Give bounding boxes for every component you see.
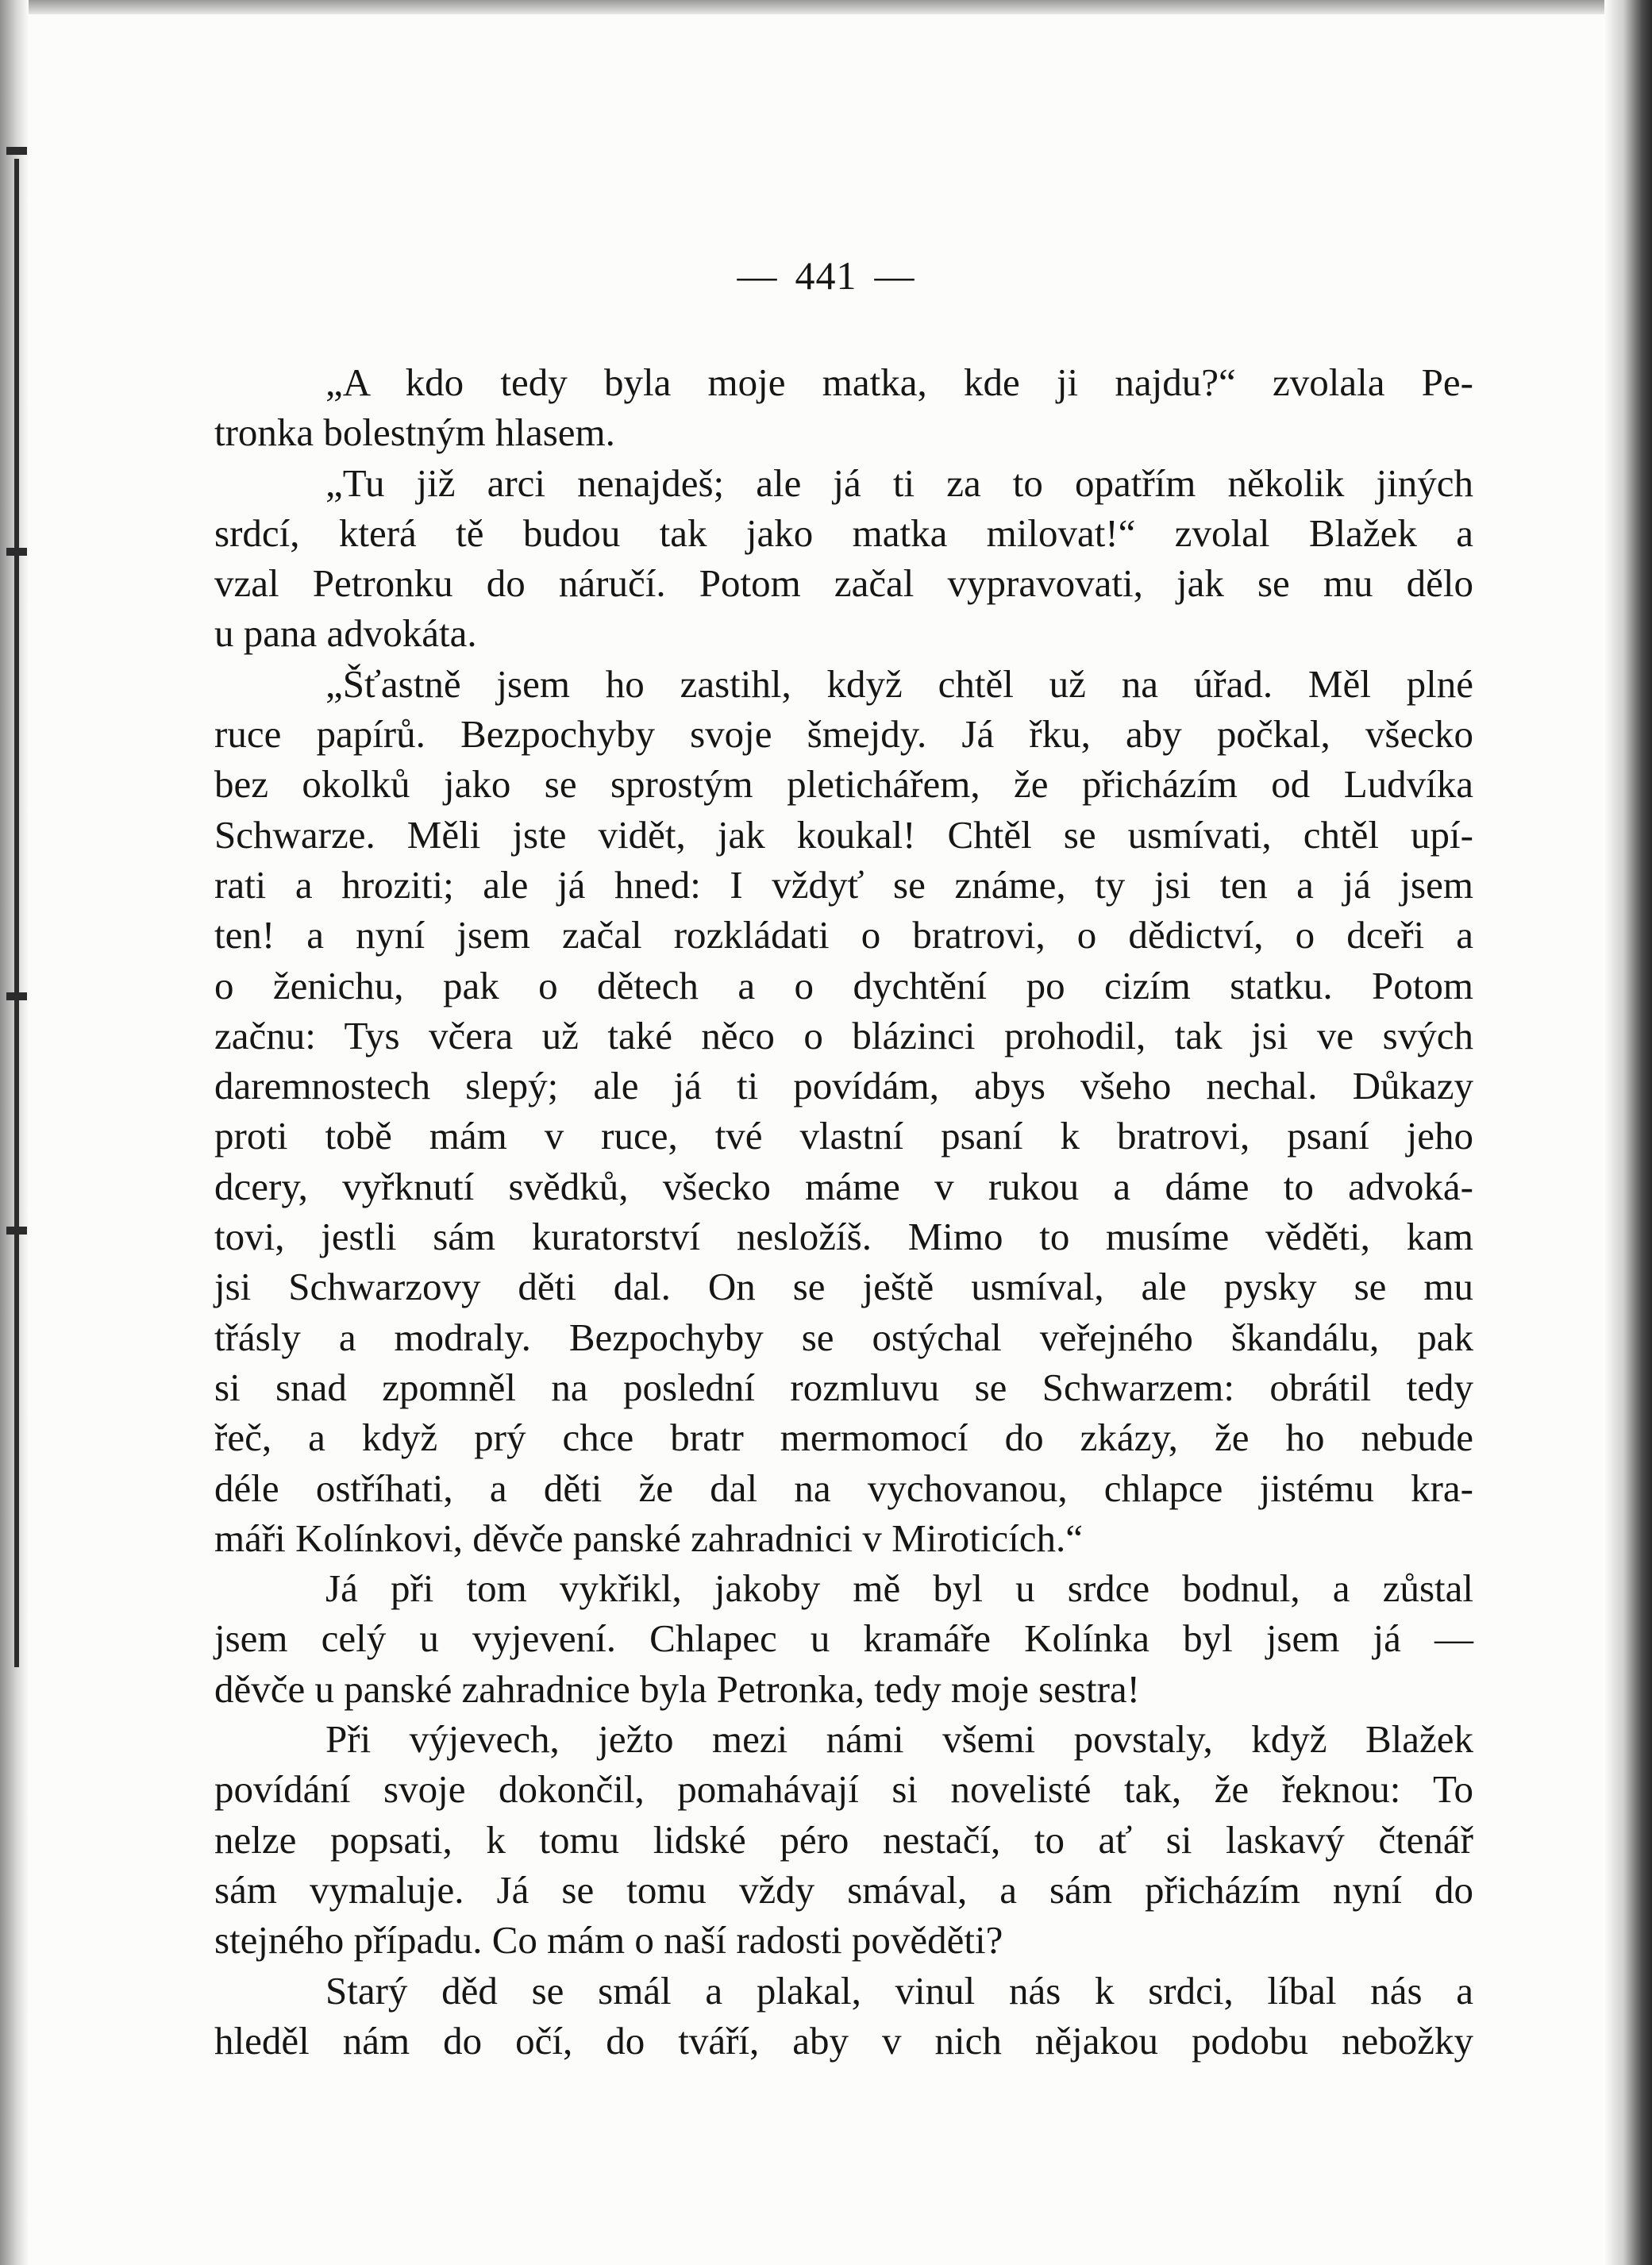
text-line: vzal Petronku do náručí. Potom začal vypravovati, jak se mu dělo bbox=[214, 561, 1473, 606]
text-line: déle ostříhati, a děti že dal na vychovanou, chlapce jistému kra- bbox=[214, 1466, 1473, 1510]
text-line: začnu: Tys včera už také něco o blázinci prohodil, tak jsi ve svých bbox=[214, 1013, 1473, 1057]
text-line: ruce papírů. Bezpochyby svoje šmejdy. Já řku, aby počkal, všecko bbox=[214, 712, 1473, 757]
text-line: nelze popsati, k tomu lidské péro nestačí, to ať si laskavý čtenář bbox=[214, 1817, 1473, 1862]
text-line: máři Kolínkovi, děvče panské zahradnici v Miroticích.“ bbox=[214, 1516, 1083, 1560]
binding-mark bbox=[6, 548, 27, 556]
text-line: třásly a modraly. Bezpochyby se ostýchal veřejného škandálu, pak bbox=[214, 1315, 1473, 1359]
text-line: rati a hroziti; ale já hned: I vždyť se známe, ty jsi ten a já jsem bbox=[214, 862, 1473, 907]
text-line: děvče u panské zahradnice byla Petronka, tedy moje sestra! bbox=[214, 1666, 1140, 1711]
binding-mark bbox=[6, 147, 27, 155]
text-line: hleděl nám do očí, do tváří, aby v nich nějakou podobu nebožky bbox=[214, 2018, 1473, 2063]
text-line: tronka bolestným hlasem. bbox=[214, 410, 615, 455]
text-line: „Šťastně jsem ho zastihl, když chtěl už na úřad. Měl plné bbox=[325, 661, 1473, 706]
binding-line bbox=[14, 159, 19, 1667]
text-line: u pana advokáta. bbox=[214, 611, 477, 656]
text-line: si snad zpomněl na poslední rozmluvu se Schwarzem: obrátil tedy bbox=[214, 1365, 1473, 1409]
text-line: jsi Schwarzovy děti dal. On se ještě usmíval, ale pysky se mu bbox=[214, 1265, 1473, 1309]
text-line: Schwarze. Měli jste vidět, jak koukal! Chtěl se usmívati, chtěl upí- bbox=[214, 812, 1473, 857]
text-line: sám vymaluje. Já se tomu vždy smával, a sám přicházím nyní do bbox=[214, 1867, 1473, 1912]
text-line: srdcí, která tě budou tak jako matka milovat!“ zvolal Blažek a bbox=[214, 510, 1473, 555]
text-line: proti tobě mám v ruce, tvé vlastní psaní k bratrovi, psaní jeho bbox=[214, 1114, 1473, 1158]
text-line: dcery, vyřknutí svědků, všecko máme v rukou a dáme to advoká- bbox=[214, 1164, 1473, 1208]
text-line: „A kdo tedy byla moje matka, kde ji najdu?“ zvolala Pe- bbox=[325, 360, 1473, 404]
binding-mark bbox=[6, 1227, 27, 1235]
text-line: povídání svoje dokončil, pomahávají si novelisté tak, že řeknou: To bbox=[214, 1767, 1473, 1812]
text-line: ten! a nyní jsem začal rozkládati o bratrovi, o dědictví, o dceři a bbox=[214, 913, 1473, 957]
text-line: jsem celý u vyjevení. Chlapec u kramáře Kolínka byl jsem já — bbox=[214, 1616, 1473, 1661]
text-line: tovi, jestli sám kuratorství nesložíš. Mimo to musíme věděti, kam bbox=[214, 1215, 1473, 1259]
text-line: o ženichu, pak o dětech a o dychtění po cizím statku. Potom bbox=[214, 963, 1473, 1007]
page-number-value: 441 bbox=[795, 253, 857, 298]
text-line: stejného případu. Co mám o naší radosti pověděti? bbox=[214, 1918, 1003, 1963]
text-line: „Tu již arci nenajdeš; ale já ti za to opatřím několik jiných bbox=[325, 460, 1473, 505]
text-body bbox=[214, 357, 1473, 2066]
text-line: daremnostech slepý; ale já ti povídám, abys všeho nechal. Důkazy bbox=[214, 1064, 1473, 1108]
text-line: řeč, a když prý chce bratr mermomocí do zkázy, že ho nebude bbox=[214, 1416, 1473, 1460]
text-line: Já při tom vykřikl, jakoby mě byl u srdce bodnul, a zůstal bbox=[325, 1566, 1473, 1611]
text-line: bez okolků jako se sprostým pletichářem, že přicházím od Ludvíka bbox=[214, 762, 1473, 807]
scan-right-edge bbox=[1604, 0, 1652, 2265]
text-line: Starý děd se smál a plakal, vinul nás k srdci, líbal nás a bbox=[325, 1968, 1473, 2013]
binding-mark bbox=[6, 992, 27, 1000]
text-line: Při výjevech, ježto mezi námi všemi povstaly, když Blažek bbox=[325, 1717, 1473, 1762]
page-number: — 441 — bbox=[737, 253, 915, 298]
scan-top-edge bbox=[0, 0, 1652, 14]
